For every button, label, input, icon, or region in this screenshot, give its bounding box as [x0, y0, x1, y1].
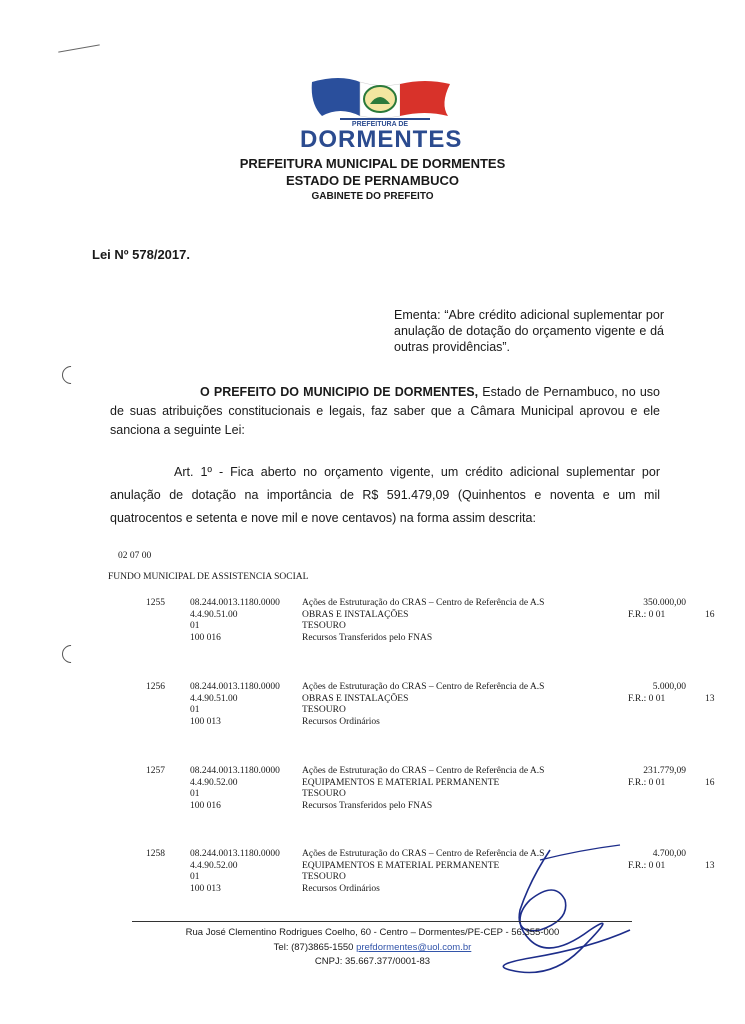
signature-icon [470, 840, 650, 990]
footer-contact [0, 942, 745, 953]
entry-action-desc: Ações de Estruturação do CRAS – Centro de Referência de A.S [302, 598, 545, 608]
entry-element-code: 4.4.90.52.00 [190, 860, 238, 871]
entry-element-code: 4.4.90.51.00 [190, 609, 238, 620]
entry-element-desc: OBRAS E INSTALAÇÕES [302, 693, 409, 704]
entry-amount: 350.000,00 [643, 598, 686, 608]
entry-program-code: 08.244.0013.1180.0000 [190, 598, 280, 608]
entry-id: 1258 [146, 849, 165, 859]
logo-name-text: DORMENTES [300, 126, 463, 153]
entry-amount: 231.779,09 [643, 766, 686, 776]
header-title: PREFEITURA MUNICIPAL DE DORMENTES [239, 156, 506, 171]
entry-element-code: 4.4.90.51.00 [190, 693, 238, 704]
entry-amount: 4.700,00 [652, 849, 686, 859]
footer-rule [132, 921, 632, 922]
entry-program-code: 08.244.0013.1180.0000 [190, 766, 280, 776]
article-1-text: Art. 1º - Fica aberto no orçamento vigente, um crédito adicional suplementar por anulação de dotação na importância de R$ 591.479,09 (Quinhentos e noventa e um mil quatrocentos e setenta e nove mil e nove centavos) na forma assim descrita: [110, 465, 660, 525]
ementa: Ementa: “Abre crédito adicional suplementar por anulação de dotação do orçamento vigente e dá outras providências”. [394, 308, 664, 354]
entry-action-desc: Ações de Estruturação do CRAS – Centro de Referência de A.S [302, 766, 545, 776]
entry-treasury: TESOURO [302, 789, 346, 799]
entry-id: 1256 [146, 682, 165, 692]
entry-unit-code: 01 [190, 789, 200, 799]
entry-element-code: 4.4.90.52.00 [190, 777, 238, 788]
header-state: ESTADO DE PERNAMBUCO [285, 173, 460, 188]
entry-treasury: TESOURO [302, 705, 346, 715]
entry-fr-label: F.R.: 0 01 [628, 860, 666, 871]
preamble-text: Estado de Pernambuco, no uso de suas atribuições constitucionais e legais, faz saber que a Câmara Municipal aprovou e ele sanciona a seguinte Lei: [110, 385, 661, 437]
entry-fr-code: 13 [705, 860, 715, 871]
hole-punch-mark [58, 641, 83, 666]
entry-element-desc: EQUIPAMENTOS E MATERIAL PERMANENTE [302, 860, 500, 871]
entry-action-desc: Ações de Estruturação do CRAS – Centro de Referência de A.S [302, 849, 545, 859]
hole-punch-mark [58, 362, 83, 387]
entry-fr-code: 13 [705, 693, 715, 704]
entry-program-code: 08.244.0013.1180.0000 [190, 682, 280, 692]
entry-source-code: 100 016 [190, 800, 221, 811]
entry-id: 1257 [146, 766, 165, 776]
entry-fr-label: F.R.: 0 01 [628, 777, 666, 788]
footer-cnpj: CNPJ: 35.667.377/0001-83 [314, 956, 431, 967]
entry-fr-code: 16 [705, 609, 715, 620]
entry-element-desc: EQUIPAMENTOS E MATERIAL PERMANENTE [302, 777, 500, 788]
entry-source-code: 100 013 [190, 883, 221, 894]
entry-source-desc: Recursos Transferidos pelo FNAS [302, 800, 433, 811]
entry-source-code: 100 013 [190, 716, 221, 727]
entry-fr-label: F.R.: 0 01 [628, 693, 666, 704]
entry-element-desc: OBRAS E INSTALAÇÕES [302, 609, 409, 620]
header-office: GABINETE DO PREFEITO [311, 191, 434, 202]
footer-tel: Tel: (87)3865-1550 [273, 942, 354, 953]
law-number: Lei Nº 578/2017. [92, 247, 190, 262]
entry-action-desc: Ações de Estruturação do CRAS – Centro de Referência de A.S [302, 682, 545, 692]
margin-pencil-mark [58, 44, 100, 52]
entry-amount: 5.000,00 [652, 682, 686, 692]
entry-fr-label: F.R.: 0 01 [628, 609, 666, 620]
footer-email-link[interactable]: prefdormentes@uol.com.br [356, 942, 472, 953]
entry-program-code: 08.244.0013.1180.0000 [190, 849, 280, 859]
entry-source-desc: Recursos Ordinários [302, 716, 380, 727]
entry-source-code: 100 016 [190, 632, 221, 643]
entry-source-desc: Recursos Ordinários [302, 883, 380, 894]
logo-top-text: PREFEITURA DE [351, 121, 409, 128]
unit-code: 02 07 00 [118, 551, 152, 561]
entry-fr-code: 16 [705, 777, 715, 788]
preamble [110, 383, 660, 440]
entry-id: 1255 [146, 598, 165, 608]
entry-treasury: TESOURO [302, 872, 346, 882]
preamble-bold: O PREFEITO DO MUNICIPIO DE DORMENTES, [200, 385, 479, 399]
entry-unit-code: 01 [190, 705, 200, 715]
entry-unit-code: 01 [190, 872, 200, 882]
municipal-logo [300, 76, 463, 154]
entry-treasury: TESOURO [302, 621, 346, 631]
article-1 [110, 461, 660, 530]
entry-source-desc: Recursos Transferidos pelo FNAS [302, 632, 433, 643]
footer-address: Rua José Clementino Rodrigues Coelho, 60 - Centro – Dormentes/PE-CEP - 56.355-000 [185, 927, 560, 938]
entry-unit-code: 01 [190, 621, 200, 631]
unit-name: FUNDO MUNICIPAL DE ASSISTENCIA SOCIAL [108, 572, 309, 582]
